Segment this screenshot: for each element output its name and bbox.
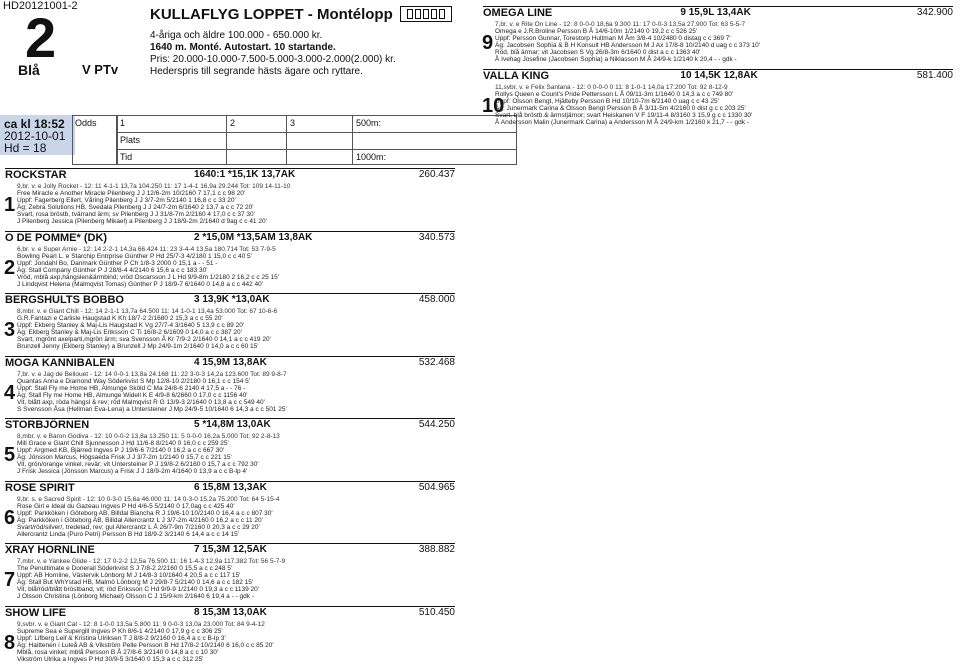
start-time: ca kl 18:52 bbox=[4, 117, 65, 131]
dist-500: 500m: bbox=[356, 118, 382, 128]
horse-entry bbox=[5, 356, 455, 413]
horse-number: 5 bbox=[4, 444, 16, 466]
condition-line: Pris: 20.000-10.000-7.500-5.000-3.000-2.000(2.000) kr. bbox=[150, 54, 396, 65]
horse-meta: 8,mbr. v. e Giant Chill - 12: 14 2-1-1 13,7a 64.500 11: 14 1-0-1 13,4a 53.000 Tot: 67 10-6-6 bbox=[17, 308, 278, 315]
horse-number: 2 bbox=[4, 256, 16, 279]
horse-entry bbox=[5, 543, 455, 600]
start-row: Äg: Stall But WhYstad HB, Malmö Lönborg M J 29/8-7 5/2140 0 14,6 a c c 182 15' bbox=[17, 579, 254, 586]
horse-name: MOGA KANNIBALEN bbox=[5, 356, 115, 369]
horse-name: VALLA KING bbox=[483, 69, 549, 82]
horse-name: XRAY HORNLINE bbox=[5, 544, 95, 556]
start-row: Allercrantz Linda (Puro Petri) Persson B Hd 18/9-2 3/2140 6 14,4 a c c 14 15' bbox=[17, 530, 240, 538]
horse-entry bbox=[5, 481, 455, 538]
dist-1000: 1000m: bbox=[356, 152, 387, 162]
horse-money: 342.900 bbox=[916, 7, 953, 18]
horse-stats: 10 14,5K 12,8AK bbox=[680, 69, 758, 81]
start-row: Äg: Stall Company Günther P J 28/8-4 4/2140 6 15,6 a c c 183 30' bbox=[17, 266, 208, 274]
start-row: Uppf: Stall Fly me Home HB, Almunge Sköld C Ma 24/8-6 2140 4 17,5 a - - 76 - bbox=[17, 384, 246, 392]
start-row: S Svensson Åsa (Hellman Eva-Lena) a Untersteiner J Mp 24/9-5 10/1640 6 14,3 a c c 501 25' bbox=[17, 405, 287, 413]
color-label: Blå bbox=[18, 62, 40, 78]
horse-name: STORBJÖRNEN bbox=[5, 419, 90, 431]
condition-line: Hederspris till segrande hästs ägare och ryttare. bbox=[150, 66, 363, 77]
horse-entry bbox=[5, 606, 455, 663]
start-row: Mill Grace e Giant Chill Sjunnesson J Hd 11/6-8 8/2140 0 16,0 c c 259 25' bbox=[17, 440, 229, 447]
start-row: Uppf: AB Hornline, Västervik Lönborg M J 14/8-3 10/1640 4 20,5 a c c 117 15' bbox=[17, 572, 241, 579]
track-logo-icon bbox=[400, 6, 452, 22]
horse-stats: 5 *14,8M 13,0AK bbox=[194, 419, 271, 430]
horse-meta: 9,br. s. e Sacred Spirit - 12: 10 0-3-0 15,6a 46.000 11: 14 0-3-0 15,2a 75.200 Tot: 64 5-15-4 bbox=[17, 495, 280, 503]
horse-number: 3 bbox=[4, 319, 16, 341]
start-row: Vit, blå/röd/blått bröstband, vit; röd Eriksson C Hd 9/9-9 1/2140 0 19,3 a c c 1139 20' bbox=[17, 586, 260, 593]
start-row: Äg: Haittenen i Luleå AB & Vikström Pelle Persson B Hd 17/8-2 10/2140 6 16,0 c c 85 20' bbox=[17, 641, 274, 649]
race-id: HD20121001-2 bbox=[3, 0, 78, 12]
horse-stats: 8 15,3M 13,0AK bbox=[194, 606, 267, 618]
horse-name: OMEGA LINE bbox=[483, 7, 553, 19]
horse-entry bbox=[483, 6, 953, 63]
start-row: Uppf: Olsson Bengt, Hjälteby Persson B Hd 10/10-7m 6/2140 0 uag c c 43 25' bbox=[495, 97, 719, 105]
place-3: 3 bbox=[290, 118, 296, 128]
start-row: Svart/röd/silver/, tredelad, rev; gul Allercrantz L Å 26/7-9m 7/2160 0 20,3 a c c 29 20' bbox=[17, 523, 260, 531]
start-row: Free Miracle e Another Miracle Pilenberg J J 12/6-2m 10/2160 7 17,1 c c 98 20' bbox=[17, 190, 246, 197]
race-number: 2 bbox=[25, 6, 57, 69]
place-2: 2 bbox=[230, 118, 236, 128]
horse-number: 8 bbox=[4, 631, 16, 654]
horse-meta: 6,br. v. e Super Arnie - 12: 14 2-2-1 14,3a 66.424 11: 23 3-4-4 13,5a 180.714 Tot: 53 7-9-5 bbox=[17, 245, 276, 253]
start-row: J Frisk Jessica (Jönsson Marcus) a Frisk J J 18/9-2m 4/1640 0 13,9 a c c B-lp 4' bbox=[17, 468, 248, 475]
horse-entry bbox=[5, 293, 455, 350]
start-row: J Pilenberg Jessica (Pilenberg Mikael) a Pilenberg J J 18/9-2m 2/1640 d 9ag c c 41 20' bbox=[17, 218, 267, 225]
horse-stats: 3 13,9K *13,0AK bbox=[194, 294, 270, 305]
horse-meta: 7,mbr. v. e Yankee Glide - 12: 17 0-2-2 12,5a 76.500 11: 16 1-4-3 12,9a 117.382 Tot: 56 5-7-9 bbox=[17, 558, 286, 565]
condition-line: 4-åriga och äldre 100.000 - 650.000 kr. bbox=[150, 30, 323, 41]
start-row: Äg: Stall Fly me Home HB, Almunge Widell K E 4/9-8 6/2660 0 17,0 c c 1156 40' bbox=[17, 391, 248, 399]
start-row: Supreme Sea e Supergill Ingves P Kh 8/6-1 4/2140 0 17,9 g c c 306 25' bbox=[17, 627, 223, 635]
start-row: Rollys Queen e Count's Pride Pettersson L Å 09/11-3m 1/1640 0 14,3 a c c 749 80' bbox=[495, 90, 734, 98]
start-row: G.R.Fantazi e Carlisle Haugstad K Kh 18/7-2 2/1680 2 15,3 a c c 55 20' bbox=[17, 315, 223, 322]
start-row: Äg: Jönsson Marcus, Högsaeda Frisk J J 3/7-2m 1/2140 0 15,7 c c 221 15' bbox=[17, 454, 232, 461]
horse-money: 504.965 bbox=[418, 481, 455, 493]
horse-money: 340.573 bbox=[418, 231, 455, 243]
horse-money: 260.437 bbox=[418, 169, 455, 180]
start-row: J Lindqvist Helena (Malmqvist Tomas) Günther P J 18/9-7 6/1640 0 14,8 a c c 442 40' bbox=[17, 280, 263, 288]
horse-meta: 9,svbr. v. e Giant Cat - 12: 8 1-0-0 13,5a 5.800 11: 9 0-0-3 13,0a 23.000 Tot: 84 9-4-12 bbox=[17, 620, 265, 628]
start-row: Omega e J.R.Broline Persson B Å 14/6-10m 1/2140 0 19,2 c c 526 25' bbox=[495, 28, 698, 35]
horse-name: ROCKSTAR bbox=[5, 169, 67, 181]
horse-meta: 8,mbr. v. e Baron Godiva - 12: 10 0-0-2 13,8a 13.250 11: 5 0-0-0 16,2a 5.000 Tot: 92 2-8-13 bbox=[17, 433, 280, 440]
bet-type: V PTv bbox=[82, 62, 119, 77]
time-label: Tid bbox=[120, 152, 133, 162]
horse-stats: 7 15,3M 12,5AK bbox=[194, 544, 267, 555]
start-row: Uppf: Persson Gunnar, Torestorp Hultman M Åm 3/8-4 10/2480 0 distag c c 369 7' bbox=[495, 35, 731, 42]
hd-info: Hd = 18 bbox=[4, 141, 47, 155]
horse-money: 388.882 bbox=[418, 544, 455, 555]
start-row: Äg: Parkköken i Göteborg AB, Billdal Allercrantz L J 3/7-2m 4/2160 0 16,2 a c c 11 20' bbox=[17, 516, 263, 524]
start-row: The Penultimate e Donerail Söderkvist S J 7/8-2 2/2160 0 15,5 a c c 248 5' bbox=[17, 565, 233, 572]
horse-meta: 9,br. v. e Jolly Rocket - 12: 11 4-1-1 13,7a 104.250 11: 17 1-4-1 16,9a 29.244 Tot: 109 14-11-10 bbox=[17, 183, 291, 190]
horse-money: 581.400 bbox=[916, 69, 953, 81]
start-row: Å Andersson Malin (Junermark Carina) a Andersson M Å 24/9-km 1/2160 k 21,7 - - gdk - bbox=[495, 118, 749, 126]
horse-stats: 9 15,9L 13,4AK bbox=[680, 7, 751, 18]
horse-entry bbox=[5, 168, 455, 225]
odds-box bbox=[72, 115, 117, 165]
horse-name: SHOW LIFE bbox=[5, 606, 67, 619]
horse-money: 510.450 bbox=[418, 606, 455, 618]
horse-money: 458.000 bbox=[418, 294, 455, 305]
horse-number: 4 bbox=[4, 381, 16, 404]
start-row: Uppf: Jondahl Bo, Danmark Günther P Ch 1/8-3 2000 0 15,1 a - - 51 - bbox=[17, 259, 218, 267]
start-row: Uppf: Argmed KB, Bjärred Ingves P J 19/6-6 7/2140 0 16,2 a c c 667 30' bbox=[17, 447, 225, 454]
place-label: Plats bbox=[120, 135, 141, 145]
start-row: Uppf: Parkköken i Göteborg AB, Billdal Biancha R J 19/6-10 10/2140 0 16,4 a c c 807 30' bbox=[17, 509, 273, 517]
start-row: Äg: Jacobsen Sophia & B H Konsult HB Andersson M J Ax 17/8-8 10/2140 d uag c c 373 10' bbox=[495, 42, 761, 49]
horse-entry bbox=[5, 231, 455, 288]
start-row: Å Ivehag Josefine (Jacobsen Sophia) a Niklasson M Å 24/9-k 1/2140 k 20,4 - - gdk - bbox=[495, 56, 737, 63]
race-title: KULLAFLYG LOPPET - Montélopp bbox=[150, 6, 393, 23]
start-row: Uppf: Lifberg Leif & Kristina Ulriksen T J 8/8-2 9/2160 0 16,4 a c c B-lp 3' bbox=[17, 634, 226, 642]
race-date: 2012-10-01 bbox=[4, 129, 66, 143]
horse-meta: 7,br. v. e Rite On Line - 12: 8 0-0-0 18,6a 9.300 11: 17 0-0-3 13,5a 27.900 Tot: 63 5-5-7 bbox=[495, 21, 746, 28]
horse-entry bbox=[483, 69, 953, 126]
start-row: Bowling Pearl L. e Starchip Entrprise Günther P Hd 25/7-3 4/2180 1 15,0 c c 40 5' bbox=[17, 252, 252, 260]
place-1: 1 bbox=[120, 118, 126, 128]
start-row: Svart, rosa bröstb, tvärrand ärm; sv Pilenberg J J 31/8-7m 2/2160 4 17,0 c c 37 30' bbox=[17, 211, 255, 218]
horse-stats: 1640:1 *15,1K 13,7AK bbox=[194, 169, 296, 180]
start-row: Vröd, mblå axp,hängslen&ärmbind; vröd Oscarsson J L Hd 9/9-8m 1/2180 2 16,2 c c 25 15' bbox=[17, 273, 279, 281]
start-row: Äg: Junermark Carina & Olsson Bengt Persson B Å 3/11-5m 4/2160 0 dist g c c 203 25' bbox=[495, 104, 746, 112]
start-row: Uppf: Ekberg Stanley & Maj-Lis Haugstad K Vg 27/7-4 3/1640 5 13,9 c c 89 20' bbox=[17, 322, 245, 329]
horse-number: 9 bbox=[482, 32, 494, 54]
horse-number: 10 bbox=[482, 94, 505, 117]
start-row: Quantas Anna e Diamond Way Söderkvist S Mp 12/8-10 2/2180 0 16,1 c c 154 5' bbox=[17, 377, 250, 385]
start-row: Svart, mgrönt axelparti,mgrön ärm; sva Svensson Å Kr 7/9-2 2/1640 0 14,1 a c c 419 20' bbox=[17, 336, 271, 343]
start-row: Vit, blått axp, röda hängsl & rev; röd Malmqvist R G 13/9-3 2/1640 0 13,8 a c c 549 40' bbox=[17, 398, 265, 406]
start-row: Röd, blå ärmar; vit Jacobsen S Vg 26/8-3m 6/1640 0 dist a c c 1363 40' bbox=[495, 49, 701, 56]
condition-line: 1640 m. Monté. Autostart. 10 startande. bbox=[150, 42, 336, 53]
start-row: Brunzell Jenny (Ekberg Stanley) a Brunzell J Mp 24/9-1m 2/1640 0 14,0 a c c 60 15' bbox=[17, 343, 259, 350]
horse-number: 1 bbox=[4, 194, 16, 216]
horse-stats: 6 15,8M 13,3AK bbox=[194, 481, 267, 493]
start-row: Äg: Zebra Solutions HB, Svedala Pilenberg J J 24/7-2m 6/1640 2 13,7 a c c 72 20' bbox=[17, 204, 254, 211]
horse-number: 7 bbox=[4, 569, 16, 591]
start-row: Mblå, rosa vinkel; mblå Persson B Å 27/8-6 3/2140 0 14,8 a c c 10 30' bbox=[17, 648, 219, 656]
start-info bbox=[0, 115, 75, 155]
start-row: Rose Girl e Ideal du Gazeau Ingves P Hd 4/6-5 5/2140 0 17,0ag c c 425 40' bbox=[17, 502, 235, 510]
start-row: Vit, grön/orange vinkel, revär; vit Untersteiner P J 19/8-2 6/2160 0 15,7 a c c 792 30' bbox=[17, 461, 259, 468]
start-row: Svart, blå bröstb.& ärmstjärnor; svart Heiskanen V F 19/11-4 8/3160 3 15,9 g c c 1330 30' bbox=[495, 111, 753, 119]
horse-meta: 11,svbr. v. e Felix Santana - 12: 0 0-0-0 0 11: 8 1-0-1 14,0a 17.200 Tot: 92 8-12-9 bbox=[495, 83, 728, 91]
horse-money: 544.250 bbox=[418, 419, 455, 430]
horse-meta: 7,br. v. e Jag de Bellouet - 12: 14 0-0-1 13,8a 24.168 11: 22 3-0-3 14,2a 123.600 Tot: 89 9-8-7 bbox=[17, 370, 287, 378]
start-row: Uppf: Fagerberg Ellert, Våring Pilenberg J J 3/7-2m 5/2140 1 16,8 c c 33 20' bbox=[17, 197, 236, 204]
horse-name: ROSE SPIRIT bbox=[5, 481, 75, 494]
odds-label: Odds bbox=[75, 118, 97, 128]
horse-stats: 2 *15,0M *13,5AM 13,8AK bbox=[194, 231, 313, 243]
horse-money: 532.468 bbox=[418, 356, 455, 368]
start-row: J Olsson Christina (Lönborg Michael) Olsson C J 15/9-km 2/1640 6 19,4 a - - gdk - bbox=[17, 593, 254, 600]
horse-name: BERGSHULTS BOBBO bbox=[5, 294, 124, 306]
start-row: Vikström Ulrika a Ingves P Hd 30/9-5 3/1640 0 15,3 a c c 312 25' bbox=[17, 655, 204, 663]
result-box bbox=[117, 115, 517, 165]
horse-entry bbox=[5, 418, 455, 475]
horse-name: O DE POMME* (DK) bbox=[5, 231, 108, 244]
horse-number: 6 bbox=[4, 506, 16, 529]
horse-stats: 4 15,9M 13,8AK bbox=[194, 356, 267, 368]
start-row: Äg: Ekberg Stanley & Maj-Lis Eriksson C Ti 16/8-2 6/1609 0 14,0 a c c 387 20' bbox=[17, 329, 242, 336]
